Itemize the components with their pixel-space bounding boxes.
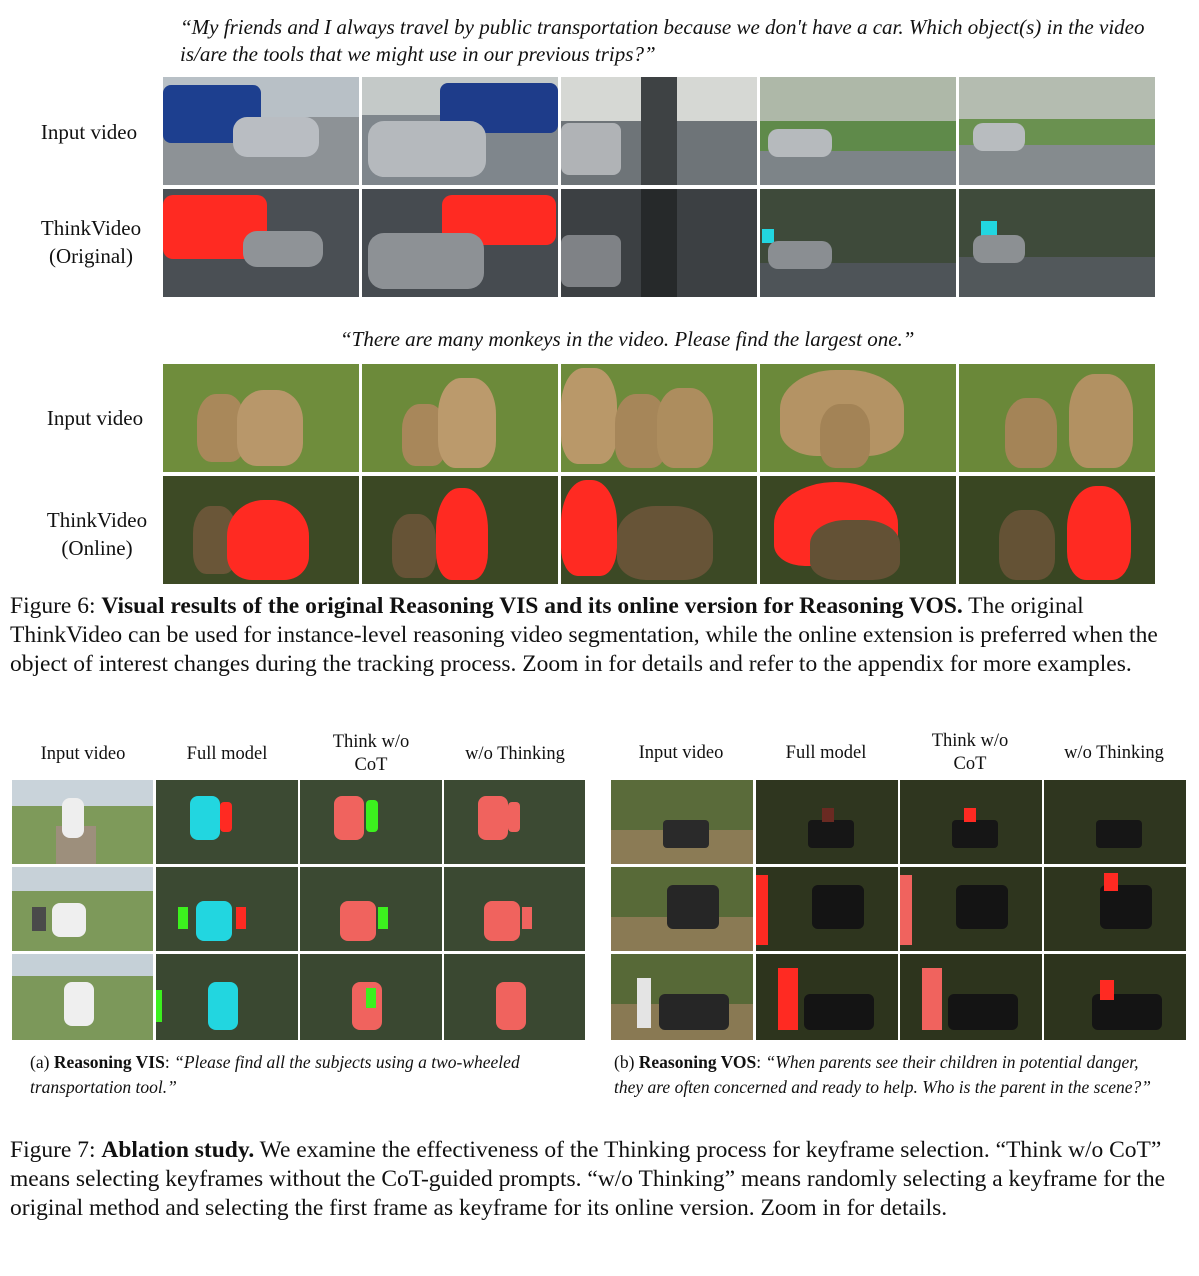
col-header-full-model — [156, 743, 298, 766]
subcaption-bold: Reasoning VIS — [53, 1052, 165, 1072]
video-frame — [362, 77, 558, 185]
col-header-input-video — [12, 743, 154, 766]
example1-seg-strip — [163, 189, 1155, 297]
video-frame — [611, 867, 753, 951]
video-frame — [156, 954, 298, 1040]
video-frame — [611, 954, 753, 1040]
row-label-subtext: (Original) — [49, 244, 133, 268]
col-header-think-wo-cot — [899, 730, 1041, 776]
caption-body: The original ThinkVideo can be used for instance-level reasoning video segmentation, while the online extension is preferred when the object of interest changes during the tracking process. Zoom in for details and refer to the appendix for more examples. — [10, 593, 1158, 677]
subcaption-prefix: (b) — [614, 1052, 639, 1072]
video-frame — [760, 364, 956, 472]
subcaption-a — [30, 1050, 570, 1100]
video-frame — [163, 476, 359, 584]
video-frame — [163, 77, 359, 185]
subcaption-quote: “Please find all the subjects using a two-wheeled transportation tool.” — [30, 1052, 520, 1097]
video-frame — [760, 476, 956, 584]
row-label-subtext: (Online) — [61, 536, 133, 560]
video-frame — [900, 954, 1042, 1040]
subcaption-sep: : — [756, 1052, 766, 1072]
col-header-full-model — [755, 742, 897, 765]
video-frame — [756, 954, 898, 1040]
col-header-wo-thinking — [1043, 742, 1185, 765]
col-header-input-video — [610, 742, 752, 765]
example1-input-strip — [163, 77, 1155, 185]
video-frame — [1044, 954, 1186, 1040]
video-frame — [444, 954, 585, 1040]
caption-prefix: Figure 6: — [10, 593, 102, 619]
row-label-text: Input video — [46, 406, 144, 430]
caption-prefix: Figure 7: — [10, 1137, 102, 1163]
example2-seg-strip — [163, 476, 1155, 584]
video-frame — [300, 780, 442, 864]
video-frame — [1044, 867, 1186, 951]
row-label-input-video — [14, 118, 164, 146]
video-frame — [300, 867, 442, 951]
row-label-thinkvideo-original — [16, 214, 166, 270]
video-frame — [760, 77, 956, 185]
col-header-text: w/o Thinking — [1064, 743, 1164, 763]
subcaption-b — [614, 1050, 1154, 1100]
video-frame — [959, 364, 1155, 472]
row-label-input-video — [20, 404, 170, 432]
caption-bold: Ablation study. — [101, 1137, 255, 1163]
video-frame — [163, 364, 359, 472]
video-frame — [12, 867, 153, 951]
subcaption-prefix: (a) — [30, 1052, 54, 1072]
col-header-think-wo-cot — [300, 731, 442, 777]
figure-6-caption — [10, 592, 1190, 679]
video-frame — [444, 780, 585, 864]
subcaption-quote: “When parents see their children in potential danger, they are often concerned and ready to help. Who is the parent in the scene?” — [614, 1052, 1152, 1097]
subcaption-bold: Reasoning VOS — [638, 1052, 757, 1072]
video-frame — [756, 780, 898, 864]
video-frame — [12, 780, 153, 864]
caption-body: We examine the effectiveness of the Thinking process for keyframe selection. “Think w/o CoT” means selecting keyframes without the CoT-guided prompts. “w/o Thinking” means randomly selecting a keyframe for the original method and selecting the first frame as keyframe for its online version. Zoom in for details. — [10, 1137, 1166, 1221]
video-frame — [900, 867, 1042, 951]
row-label-text: Input video — [40, 120, 138, 144]
video-frame — [156, 780, 298, 864]
video-frame — [760, 189, 956, 297]
col-header-text: Think w/o — [332, 732, 410, 752]
col-header-text: Full model — [785, 743, 867, 763]
video-frame — [1044, 780, 1186, 864]
video-frame — [300, 954, 442, 1040]
video-frame — [561, 77, 757, 185]
video-frame — [444, 867, 585, 951]
col-header-text: Full model — [186, 744, 268, 764]
col-header-text: Input video — [40, 744, 126, 764]
video-frame — [959, 189, 1155, 297]
video-frame — [756, 867, 898, 951]
subcaption-sep: : — [164, 1052, 175, 1072]
col-header-text: Think w/o — [931, 731, 1009, 751]
video-frame — [561, 476, 757, 584]
col-header-subtext: CoT — [953, 754, 987, 774]
col-header-subtext: CoT — [354, 755, 388, 775]
video-frame — [611, 780, 753, 864]
video-frame — [561, 189, 757, 297]
video-frame — [156, 867, 298, 951]
video-frame — [12, 954, 153, 1040]
video-frame — [959, 77, 1155, 185]
video-frame — [362, 189, 558, 297]
figure-7-caption — [10, 1136, 1190, 1223]
col-header-text: Input video — [638, 743, 724, 763]
example2-input-strip — [163, 364, 1155, 472]
example1-query: “My friends and I always travel by public transportation because we don't have a car. Which object(s) in the video is/are the tools that we might use in our previous trips?” — [180, 15, 1145, 66]
video-frame — [900, 780, 1042, 864]
video-frame — [959, 476, 1155, 584]
caption-bold: Visual results of the original Reasoning VIS and its online version for Reasoning VOS. — [101, 593, 963, 619]
video-frame — [362, 364, 558, 472]
video-frame — [362, 476, 558, 584]
row-label-thinkvideo-online — [22, 506, 172, 562]
col-header-wo-thinking — [444, 743, 586, 766]
col-header-text: w/o Thinking — [465, 744, 565, 764]
video-frame — [561, 364, 757, 472]
row-label-text: ThinkVideo — [40, 216, 142, 240]
video-frame — [163, 189, 359, 297]
row-label-text: ThinkVideo — [46, 508, 148, 532]
example2-query: “There are many monkeys in the video. Please find the largest one.” — [340, 327, 915, 351]
